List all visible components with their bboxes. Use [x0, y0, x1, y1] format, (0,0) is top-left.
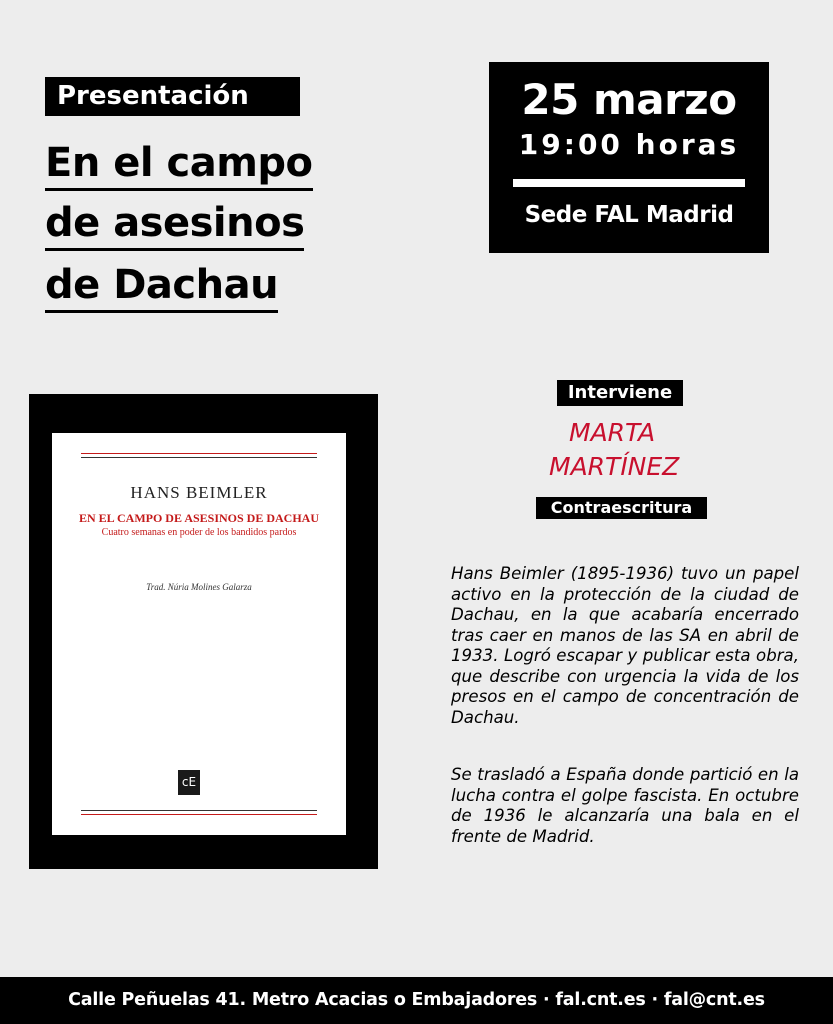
- date-divider: [513, 179, 745, 187]
- event-venue: Sede FAL Madrid: [524, 202, 734, 228]
- event-title-line-3: de Dachau: [45, 262, 278, 313]
- presentation-label: Presentación: [45, 77, 300, 116]
- cover-subtitle: Cuatro semanas en poder de los bandidos pardos: [101, 527, 297, 538]
- cover-title: EN EL CAMPO DE ASESINOS DE DACHAU: [78, 511, 320, 525]
- publisher-logo-icon: cE: [178, 770, 200, 795]
- event-date-box: [489, 62, 769, 253]
- cover-top-rule-dark: [81, 457, 317, 458]
- speaker-name-line-2: MARTÍNEZ: [549, 452, 680, 481]
- description-paragraph-2: Se trasladó a España donde partició en la lucha contra el golpe fascista. En octubre de 1936 le alcanzaría una bala en el frente de Madrid.: [451, 765, 799, 846]
- cover-bottom-rule-dark: [81, 810, 317, 811]
- cover-bottom-rule-red: [81, 814, 317, 815]
- speaker-label: Interviene: [557, 380, 683, 406]
- cover-translator: Trad. Núria Molines Galarza: [146, 582, 252, 592]
- event-title-line-1: En el campo: [45, 140, 313, 191]
- description-paragraph-1: Hans Beimler (1895-1936) tuvo un papel activo en la protección de la ciudad de Dachau, en la que acabaría encerrado tras caer en manos de las SA en abril de 1933. Logró escapar y publicar esta obra, que describe con urgencia la vida de los presos en el campo de concentración de Dachau.: [451, 564, 799, 727]
- footer-address: Calle Peñuelas 41. Metro Acacias o Embajadores · fal.cnt.es · fal@cnt.es: [0, 977, 833, 1024]
- event-date: 25 marzo: [521, 75, 737, 124]
- book-cover: [52, 433, 346, 835]
- cover-top-rule-red: [81, 453, 317, 454]
- speaker-name-line-1: MARTA: [569, 418, 656, 447]
- event-time: 19:00 horas: [518, 128, 740, 161]
- cover-author: HANS BEIMLER: [130, 483, 268, 502]
- event-title-line-2: de asesinos: [45, 200, 304, 251]
- speaker-affiliation: Contraescritura: [536, 497, 707, 519]
